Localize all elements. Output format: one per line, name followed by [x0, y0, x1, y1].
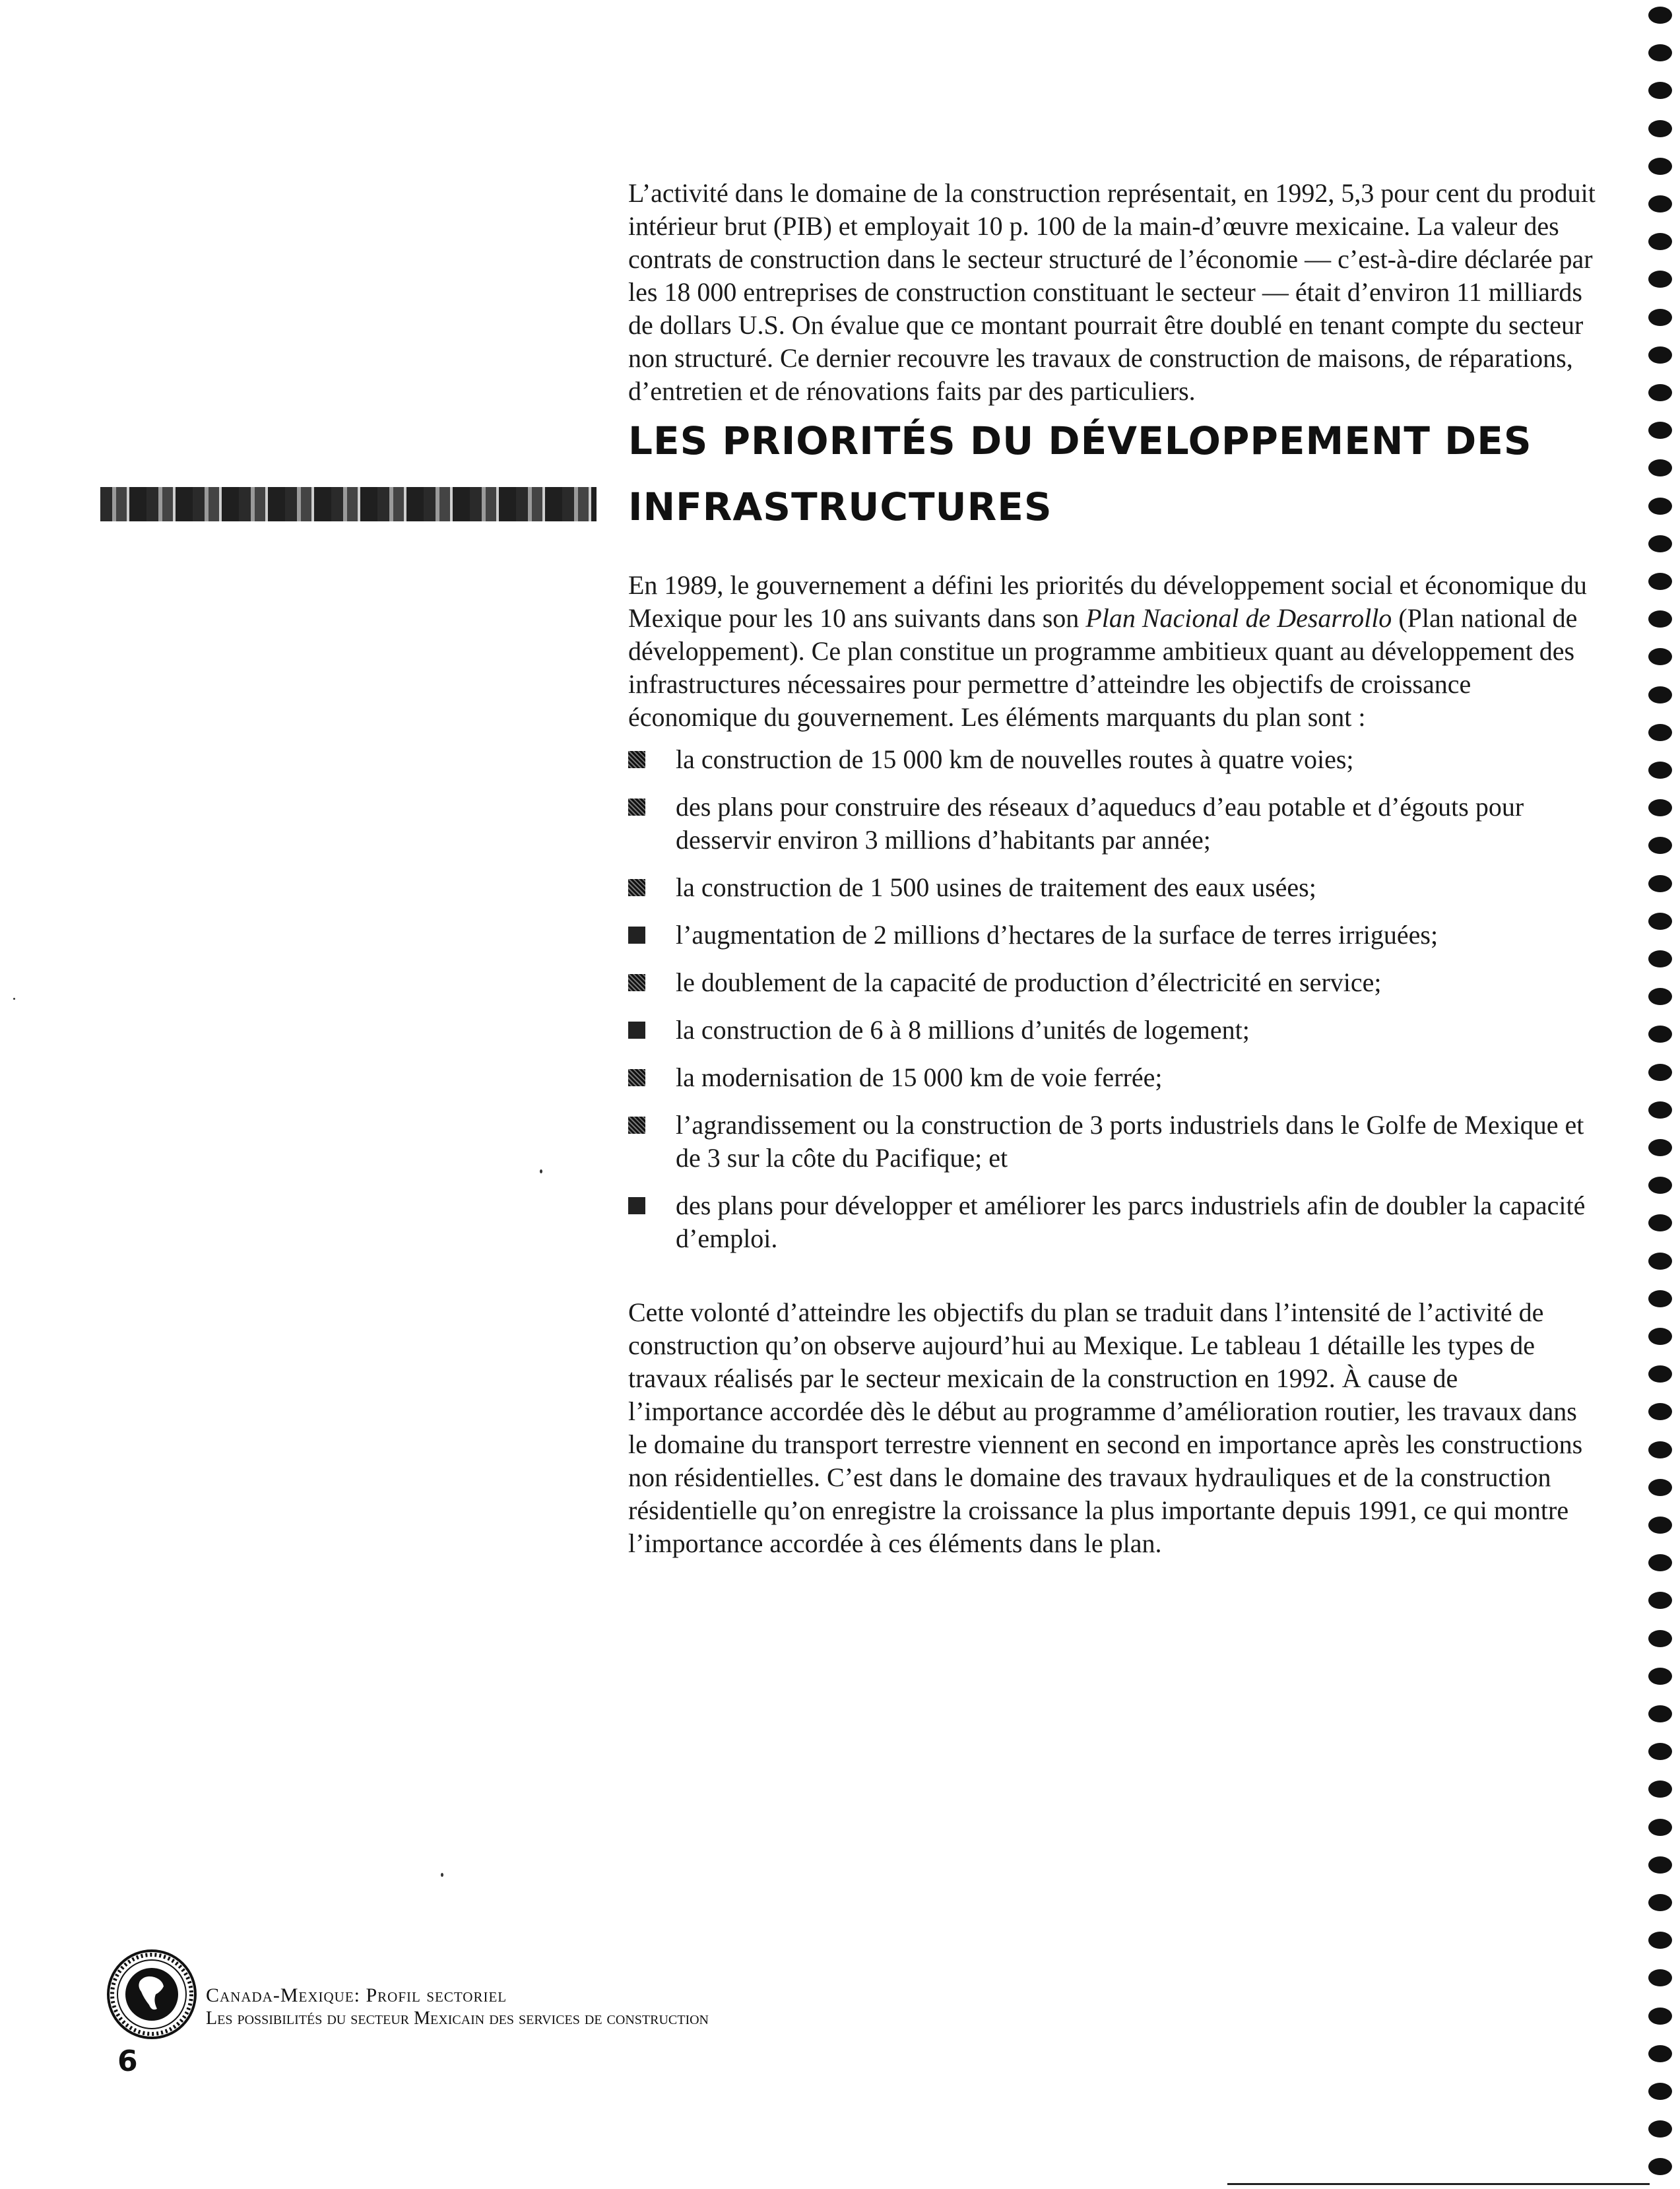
footer-publication-subtitle: Les possibilités du secteur Mexicain des services de construction	[206, 2008, 709, 2029]
spiral-binding-hole-icon	[1648, 384, 1672, 401]
spiral-binding-hole-icon	[1648, 1026, 1672, 1043]
spiral-binding-hole-icon	[1648, 913, 1672, 930]
spiral-binding-hole-icon	[1648, 1781, 1672, 1798]
scan-speck	[441, 1873, 443, 1877]
footer-publication-title: Canada-Mexique: Profil sectoriel	[206, 1984, 507, 2006]
intro-paragraph: L’activité dans le domaine de la construction représentait, en 1992, 5,3 pour cent du produit intérieur brut (PIB) et employait 10 p. 100 de la main-d’œuvre mexicaine. La valeur des contrats de construction dans le secteur structuré de l’économie — c’est-à-dire déclarée par les 18 000 entreprises de construction constituant le secteur — était d’environ 11 milliards de dollars U.S. On évalue que ce montant pourrait être doublé en tenant compte du secteur non structuré. Ce dernier recouvre les travaux de construction de maisons, de réparations, d’entretien et de rénovations faits par des particuliers.	[628, 178, 1596, 406]
spiral-binding-hole-icon	[1648, 1705, 1672, 1722]
spiral-binding-hole-icon	[1648, 1365, 1672, 1383]
list-item-text: des plans pour construire des réseaux d’aqueducs d’eau potable et d’égouts pour desservir environ 3 millions d’habitants par année;	[676, 792, 1524, 855]
spiral-binding-hole-icon	[1648, 1403, 1672, 1420]
square-bullet-icon	[628, 1117, 645, 1134]
spiral-binding-hole-icon	[1648, 724, 1672, 741]
spiral-binding-hole-icon	[1648, 44, 1672, 61]
page-number: 6	[117, 2044, 138, 2078]
spiral-binding-hole-icon	[1648, 82, 1672, 99]
spiral-binding-hole-icon	[1648, 1630, 1672, 1647]
spiral-binding-hole-icon	[1648, 1177, 1672, 1194]
spiral-binding-hole-icon	[1648, 2083, 1672, 2100]
list-item	[628, 1189, 1598, 1255]
spiral-binding-hole-icon	[1648, 535, 1672, 552]
square-bullet-icon	[628, 927, 645, 944]
spiral-binding-hole-icon	[1648, 422, 1672, 439]
plan-paragraph	[628, 569, 1598, 734]
spiral-binding-hole-icon	[1648, 1101, 1672, 1119]
spiral-binding-hole-icon	[1648, 988, 1672, 1005]
spiral-binding-hole-icon	[1648, 1479, 1672, 1496]
spiral-binding-hole-icon	[1648, 459, 1672, 476]
list-item-text: le doublement de la capacité de production d’électricité en service;	[676, 967, 1382, 997]
plan-paragraph-end: (Plan national de développement). Ce plan constitue un programme ambitieux quant au développement des infrastructures nécessaires pour permettre d’atteindre les objectifs de croissance économique du gouvernement. Les éléments marquants du plan sont :	[628, 603, 1578, 732]
spiral-binding-hole-icon	[1648, 158, 1672, 175]
scan-speck	[13, 998, 15, 1000]
spiral-binding-hole-icon	[1648, 1253, 1672, 1270]
spiral-binding-hole-icon	[1648, 573, 1672, 590]
square-bullet-icon	[628, 1022, 645, 1039]
main-content	[628, 177, 1598, 1560]
spiral-binding-hole-icon	[1648, 1554, 1672, 1571]
square-bullet-icon	[628, 1197, 645, 1214]
spiral-binding-hole-icon	[1648, 1894, 1672, 1911]
spiral-binding-hole-icon	[1648, 686, 1672, 703]
spiral-binding-hole-icon	[1648, 233, 1672, 250]
scan-speck	[540, 1169, 542, 1173]
spiral-binding-hole-icon	[1648, 309, 1672, 326]
spiral-binding-hole-icon	[1648, 1517, 1672, 1534]
spiral-binding-hole-icon	[1648, 2008, 1672, 2025]
spiral-binding-hole-icon	[1648, 1328, 1672, 1345]
list-item	[628, 1109, 1598, 1175]
list-item	[628, 791, 1598, 857]
spiral-binding-hole-icon	[1648, 195, 1672, 212]
spiral-binding-hole-icon	[1648, 2120, 1672, 2138]
list-item	[628, 919, 1598, 952]
spiral-binding-hole-icon	[1648, 1856, 1672, 1874]
conclusion-paragraph: Cette volonté d’atteindre les objectifs du plan se traduit dans l’intensité de l’activité de construction qu’on observe aujourd’hui au Mexique. Le tableau 1 détaille les types de travaux réalisés par le secteur mexicain de la construction en 1992. À cause de l’importance accordée dès le début au programme d’amélioration routier, les travaux dans le domaine du transport terrestre viennent en second en importance après les constructions non résidentielles. C’est dans le domaine des travaux hydrauliques et de la construction résidentielle qu’on enregistre la croissance la plus importante depuis 1991, ce qui montre l’importance accordée à ces éléments dans le plan.	[628, 1297, 1583, 1558]
plan-paragraph-start: En 1989, le gouvernement a défini les priorités du développement social et économique du Mexique pour les 10 ans suivants dans son	[628, 570, 1587, 633]
list-item-text: l’agrandissement ou la construction de 3 ports industriels dans le Golfe de Mexique et de 3 sur la côte du Pacifique; et	[676, 1110, 1584, 1173]
section-title-line-2: INFRASTRUCTURES	[628, 484, 1052, 529]
list-item	[628, 966, 1598, 999]
section-heading-bar	[100, 487, 597, 521]
spiral-binding-hole-icon	[1648, 1290, 1672, 1307]
spiral-binding	[1648, 0, 1675, 2189]
spiral-binding-hole-icon	[1648, 1592, 1672, 1609]
spiral-binding-hole-icon	[1648, 1139, 1672, 1156]
section-title-line-1: LES PRIORITÉS DU DÉVELOPPEMENT DES	[628, 418, 1532, 463]
list-item-text: la construction de 15 000 km de nouvelles routes à quatre voies;	[676, 744, 1354, 774]
spiral-binding-hole-icon	[1648, 1969, 1672, 1986]
spiral-binding-hole-icon	[1648, 2158, 1672, 2175]
spiral-binding-hole-icon	[1648, 498, 1672, 515]
list-item-text: la construction de 1 500 usines de traitement des eaux usées;	[676, 872, 1316, 902]
square-bullet-icon	[628, 879, 645, 896]
list-item	[628, 1014, 1598, 1047]
footer	[206, 1984, 709, 2030]
plan-highlights-list	[628, 743, 1598, 1255]
spiral-binding-hole-icon	[1648, 120, 1672, 137]
spiral-binding-hole-icon	[1648, 799, 1672, 816]
spiral-binding-hole-icon	[1648, 1064, 1672, 1081]
spiral-binding-hole-icon	[1648, 1743, 1672, 1760]
list-item-text: l’augmentation de 2 millions d’hectares de la surface de terres irriguées;	[676, 920, 1438, 950]
spiral-binding-hole-icon	[1648, 1932, 1672, 1949]
spiral-binding-hole-icon	[1648, 762, 1672, 779]
spiral-binding-hole-icon	[1648, 1214, 1672, 1231]
spiral-binding-hole-icon	[1648, 1441, 1672, 1458]
globe-seal-icon	[106, 1948, 198, 2041]
spiral-binding-hole-icon	[1648, 271, 1672, 288]
spiral-binding-hole-icon	[1648, 950, 1672, 967]
spiral-binding-hole-icon	[1648, 610, 1672, 628]
spiral-binding-hole-icon	[1648, 1668, 1672, 1685]
list-item	[628, 871, 1598, 904]
square-bullet-icon	[628, 974, 645, 991]
section-title	[628, 408, 1598, 540]
square-bullet-icon	[628, 751, 645, 768]
square-bullet-icon	[628, 1069, 645, 1086]
list-item	[628, 743, 1598, 776]
spiral-binding-hole-icon	[1648, 346, 1672, 364]
spiral-binding-hole-icon	[1648, 837, 1672, 854]
list-item	[628, 1061, 1598, 1094]
spiral-binding-hole-icon	[1648, 648, 1672, 665]
spiral-binding-hole-icon	[1648, 2045, 1672, 2062]
list-item-text: la construction de 6 à 8 millions d’unités de logement;	[676, 1015, 1250, 1045]
square-bullet-icon	[628, 799, 645, 816]
spiral-binding-hole-icon	[1648, 1819, 1672, 1836]
list-item-text: des plans pour développer et améliorer les parcs industriels afin de doubler la capacité d’emploi.	[676, 1191, 1586, 1253]
bottom-rule	[1227, 2183, 1650, 2185]
spiral-binding-hole-icon	[1648, 875, 1672, 892]
list-item-text: la modernisation de 15 000 km de voie ferrée;	[676, 1062, 1163, 1092]
plan-name-italic: Plan Nacional de Desarrollo	[1085, 603, 1392, 633]
spiral-binding-hole-icon	[1648, 7, 1672, 24]
